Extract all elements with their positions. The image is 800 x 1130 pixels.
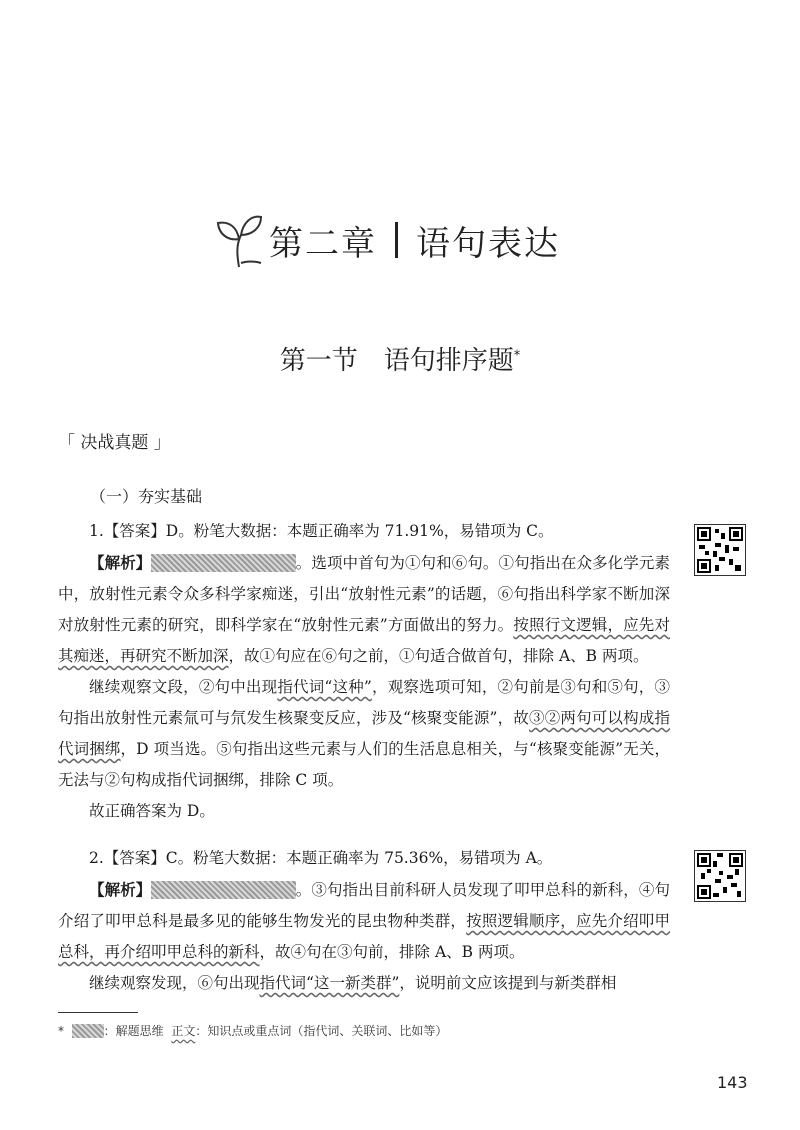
- underlined-text: 按照逻辑顺序，应先介绍叩甲总科，再介绍叩甲总科的新科: [58, 912, 670, 961]
- legend-highlight-sample: [72, 1024, 104, 1038]
- section-name: 语句排序题: [383, 346, 514, 376]
- qr-code-icon: [695, 851, 745, 901]
- chapter-title: 语句表达: [416, 223, 560, 264]
- question-2: [58, 843, 670, 999]
- analysis-label: 【解析】: [89, 880, 152, 899]
- sprout-icon: [215, 211, 263, 269]
- q1-answer: 1.【答案】D。粉笔大数据：本题正确率为 71.91%，易错项为 C。: [89, 522, 554, 540]
- q2-answer: 2.【答案】C。粉笔大数据：本题正确率为 75.36%，易错项为 A。: [89, 849, 553, 867]
- analysis-label: 【解析】: [89, 553, 152, 572]
- underlined-text: ③②两句可以构成指代词捆绑: [58, 709, 670, 758]
- footnote: [58, 1022, 447, 1039]
- underlined-text: 指代词“这种”: [277, 678, 372, 696]
- legend-underline-sample: 正文: [171, 1024, 196, 1038]
- question-1: [58, 516, 670, 827]
- section-mark: *: [513, 348, 521, 364]
- chapter-divider: [395, 222, 398, 258]
- heading-text: 决战真题: [80, 433, 149, 453]
- section-number: 第一节: [279, 346, 358, 376]
- heading: 「 决战真题 」: [58, 433, 171, 453]
- q2-analysis-1: 【解析】 。③句指出目前科研人员发现了叩甲总科的新科，④句介绍了叩甲总科是最多见的能够生物发光的昆虫物种类群，按照逻辑顺序，应先介绍叩甲总科，再介绍叩甲总科的新科，故④句在③句前，排除 A、B 两项。: [58, 880, 670, 961]
- subheading: （一）夯实基础: [90, 487, 203, 506]
- qr-code-2[interactable]: [694, 850, 746, 902]
- footnote-mark: *: [58, 1024, 64, 1038]
- highlight-block: [151, 881, 295, 899]
- underlined-text: 按照行文逻辑，应先对其痴迷，再研究不断加深: [58, 616, 670, 665]
- q2-analysis-2: 继续观察发现，⑥句出现指代词“这一新类群”，说明前文应该提到与新类群相: [89, 974, 617, 992]
- section-title: [0, 340, 800, 377]
- legend-highlight-text: ：解题思维: [103, 1024, 164, 1038]
- page-number: 143: [717, 1073, 748, 1092]
- chapter-number: 第二章: [269, 223, 377, 264]
- q1-conclusion: 故正确答案为 D。: [89, 802, 215, 820]
- q1-analysis-1: 【解析】 。选项中首句为①句和⑥句。①句指出在众多化学元素中，放射性元素令众多科学家痴迷，引出“放射性元素”的话题，⑥句指出科学家不断加深对放射性元素的研究，即科学家在“放射性元素”方面做出的努力。按照行文逻辑，应先对其痴迷，再研究不断加深，故①句应在⑥句之前，①句适合做首句，排除 A、B 两项。: [58, 553, 670, 665]
- qr-code-icon: [695, 525, 745, 575]
- legend-underline-text: ：知识点或重点词（指代词、关联词、比如等）: [195, 1024, 448, 1038]
- underlined-text: 指代词“这一新类群”: [259, 974, 400, 992]
- chapter-heading: [215, 200, 560, 280]
- qr-code-1[interactable]: [694, 524, 746, 576]
- highlight-block: [151, 554, 295, 572]
- footnote-divider: [58, 1012, 138, 1013]
- q1-analysis-2: 继续观察文段，②句中出现指代词“这种”，观察选项可知，②句前是③句和⑤句，③句指出放射性元素氚可与氘发生核聚变反应，涉及“核聚变能源”，故③②两句可以构成指代词捆绑，D 项当选。⑤句指出这些元素与人们的生活息息相关，与“核聚变能源”无关，无法与②句构成指代词捆绑，排除 C 项。: [58, 678, 670, 789]
